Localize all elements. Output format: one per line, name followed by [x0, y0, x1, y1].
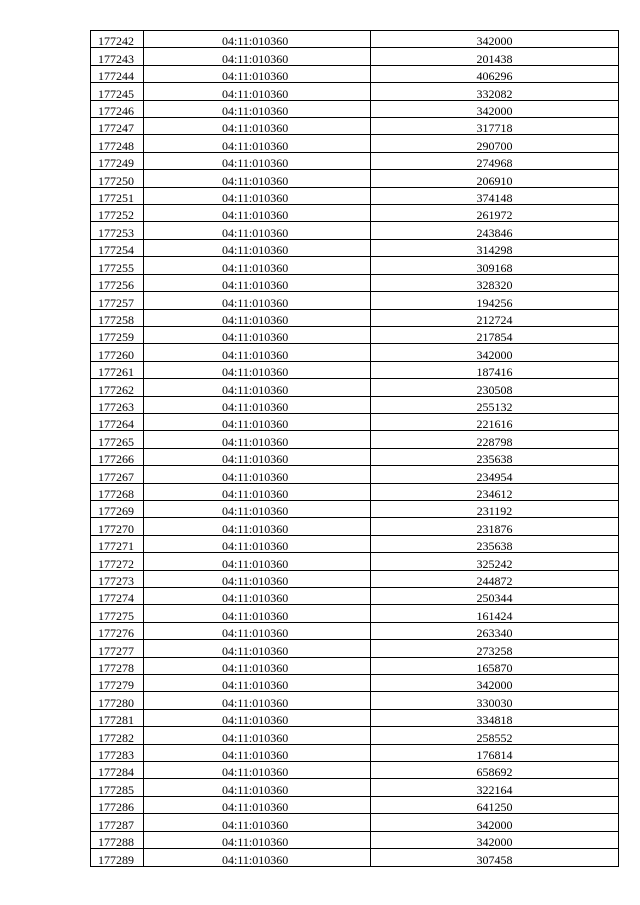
table-row: [91, 100, 619, 117]
code-cell: 04:11:010360: [144, 483, 371, 500]
record-id-cell: 177261: [91, 361, 144, 378]
table-row: [91, 187, 619, 204]
table-row: [91, 396, 619, 413]
code-cell: 04:11:010360: [144, 588, 371, 605]
code-cell: 04:11:010360: [144, 744, 371, 761]
table-row: [91, 83, 619, 100]
table-row: [91, 500, 619, 517]
table-row: [91, 762, 619, 779]
record-id-cell: 177275: [91, 605, 144, 622]
table-row: [91, 152, 619, 169]
code-cell: 04:11:010360: [144, 413, 371, 430]
value-cell: 234954: [371, 466, 619, 483]
value-cell: 263340: [371, 622, 619, 639]
code-cell: 04:11:010360: [144, 500, 371, 517]
record-id-cell: 177263: [91, 396, 144, 413]
record-id-cell: 177272: [91, 553, 144, 570]
value-cell: 342000: [371, 344, 619, 361]
table-row: [91, 483, 619, 500]
value-cell: 250344: [371, 588, 619, 605]
value-cell: 231192: [371, 500, 619, 517]
code-cell: 04:11:010360: [144, 849, 371, 866]
code-cell: 04:11:010360: [144, 431, 371, 448]
table-row: [91, 379, 619, 396]
value-cell: 201438: [371, 48, 619, 65]
value-cell: 374148: [371, 187, 619, 204]
value-cell: 332082: [371, 83, 619, 100]
value-cell: 261972: [371, 205, 619, 222]
record-id-cell: 177253: [91, 222, 144, 239]
code-cell: 04:11:010360: [144, 187, 371, 204]
value-cell: 342000: [371, 831, 619, 848]
table-row: [91, 274, 619, 291]
code-cell: 04:11:010360: [144, 622, 371, 639]
record-id-cell: 177254: [91, 239, 144, 256]
record-id-cell: 177260: [91, 344, 144, 361]
value-cell: 221616: [371, 413, 619, 430]
code-cell: 04:11:010360: [144, 118, 371, 135]
table-row: [91, 622, 619, 639]
code-cell: 04:11:010360: [144, 640, 371, 657]
record-id-cell: 177270: [91, 518, 144, 535]
record-id-cell: 177281: [91, 709, 144, 726]
value-cell: 206910: [371, 170, 619, 187]
record-id-cell: 177277: [91, 640, 144, 657]
value-cell: 641250: [371, 796, 619, 813]
value-cell: 342000: [371, 100, 619, 117]
record-id-cell: 177286: [91, 796, 144, 813]
record-id-cell: 177274: [91, 588, 144, 605]
record-id-cell: 177245: [91, 83, 144, 100]
table-row: [91, 657, 619, 674]
code-cell: 04:11:010360: [144, 727, 371, 744]
code-cell: 04:11:010360: [144, 309, 371, 326]
record-id-cell: 177267: [91, 466, 144, 483]
value-cell: 342000: [371, 814, 619, 831]
value-cell: 231876: [371, 518, 619, 535]
record-id-cell: 177251: [91, 187, 144, 204]
code-cell: 04:11:010360: [144, 135, 371, 152]
table-row: [91, 222, 619, 239]
table-row: [91, 535, 619, 552]
record-id-cell: 177283: [91, 744, 144, 761]
table-row: [91, 344, 619, 361]
table-row: [91, 831, 619, 848]
value-cell: 317718: [371, 118, 619, 135]
record-id-cell: 177258: [91, 309, 144, 326]
value-cell: 322164: [371, 779, 619, 796]
code-cell: 04:11:010360: [144, 152, 371, 169]
table-row: [91, 431, 619, 448]
code-cell: 04:11:010360: [144, 257, 371, 274]
table-row: [91, 292, 619, 309]
table-row: [91, 553, 619, 570]
code-cell: 04:11:010360: [144, 274, 371, 291]
code-cell: 04:11:010360: [144, 553, 371, 570]
record-id-cell: 177244: [91, 65, 144, 82]
record-id-cell: 177264: [91, 413, 144, 430]
record-id-cell: 177278: [91, 657, 144, 674]
table-row: [91, 205, 619, 222]
record-id-cell: 177262: [91, 379, 144, 396]
data-table: [90, 30, 619, 867]
table-row: [91, 570, 619, 587]
value-cell: 194256: [371, 292, 619, 309]
table-row: [91, 309, 619, 326]
table-row: [91, 588, 619, 605]
record-id-cell: 177271: [91, 535, 144, 552]
record-id-cell: 177269: [91, 500, 144, 517]
value-cell: 235638: [371, 535, 619, 552]
record-id-cell: 177249: [91, 152, 144, 169]
code-cell: 04:11:010360: [144, 170, 371, 187]
code-cell: 04:11:010360: [144, 65, 371, 82]
record-id-cell: 177282: [91, 727, 144, 744]
table-row: [91, 675, 619, 692]
table-row: [91, 466, 619, 483]
table-row: [91, 239, 619, 256]
value-cell: 658692: [371, 762, 619, 779]
code-cell: 04:11:010360: [144, 361, 371, 378]
table-row: [91, 326, 619, 343]
table-row: [91, 31, 619, 48]
value-cell: 273258: [371, 640, 619, 657]
code-cell: 04:11:010360: [144, 535, 371, 552]
code-cell: 04:11:010360: [144, 518, 371, 535]
code-cell: 04:11:010360: [144, 605, 371, 622]
record-id-cell: 177279: [91, 675, 144, 692]
record-id-cell: 177243: [91, 48, 144, 65]
table-row: [91, 796, 619, 813]
record-id-cell: 177268: [91, 483, 144, 500]
table-row: [91, 257, 619, 274]
table-row: [91, 744, 619, 761]
record-id-cell: 177247: [91, 118, 144, 135]
value-cell: 228798: [371, 431, 619, 448]
code-cell: 04:11:010360: [144, 448, 371, 465]
record-id-cell: 177284: [91, 762, 144, 779]
value-cell: 334818: [371, 709, 619, 726]
code-cell: 04:11:010360: [144, 48, 371, 65]
record-id-cell: 177276: [91, 622, 144, 639]
value-cell: 187416: [371, 361, 619, 378]
code-cell: 04:11:010360: [144, 831, 371, 848]
code-cell: 04:11:010360: [144, 222, 371, 239]
table-row: [91, 65, 619, 82]
value-cell: 406296: [371, 65, 619, 82]
record-id-cell: 177242: [91, 31, 144, 48]
record-id-cell: 177288: [91, 831, 144, 848]
record-id-cell: 177255: [91, 257, 144, 274]
code-cell: 04:11:010360: [144, 344, 371, 361]
code-cell: 04:11:010360: [144, 239, 371, 256]
code-cell: 04:11:010360: [144, 779, 371, 796]
record-id-cell: 177257: [91, 292, 144, 309]
record-id-cell: 177266: [91, 448, 144, 465]
code-cell: 04:11:010360: [144, 326, 371, 343]
code-cell: 04:11:010360: [144, 675, 371, 692]
record-id-cell: 177265: [91, 431, 144, 448]
value-cell: 328320: [371, 274, 619, 291]
record-id-cell: 177256: [91, 274, 144, 291]
value-cell: 307458: [371, 849, 619, 866]
record-id-cell: 177289: [91, 849, 144, 866]
table-row: [91, 170, 619, 187]
table-row: [91, 118, 619, 135]
code-cell: 04:11:010360: [144, 396, 371, 413]
value-cell: 290700: [371, 135, 619, 152]
code-cell: 04:11:010360: [144, 709, 371, 726]
table-row: [91, 709, 619, 726]
value-cell: 165870: [371, 657, 619, 674]
table-row: [91, 814, 619, 831]
value-cell: 309168: [371, 257, 619, 274]
table-row: [91, 135, 619, 152]
table-row: [91, 605, 619, 622]
record-id-cell: 177273: [91, 570, 144, 587]
record-id-cell: 177248: [91, 135, 144, 152]
value-cell: 243846: [371, 222, 619, 239]
code-cell: 04:11:010360: [144, 796, 371, 813]
code-cell: 04:11:010360: [144, 205, 371, 222]
value-cell: 235638: [371, 448, 619, 465]
record-id-cell: 177250: [91, 170, 144, 187]
code-cell: 04:11:010360: [144, 83, 371, 100]
value-cell: 217854: [371, 326, 619, 343]
code-cell: 04:11:010360: [144, 292, 371, 309]
value-cell: 330030: [371, 692, 619, 709]
value-cell: 255132: [371, 396, 619, 413]
table-row: [91, 849, 619, 866]
table-row: [91, 518, 619, 535]
table-row: [91, 48, 619, 65]
code-cell: 04:11:010360: [144, 692, 371, 709]
value-cell: 244872: [371, 570, 619, 587]
code-cell: 04:11:010360: [144, 762, 371, 779]
table-row: [91, 361, 619, 378]
table-row: [91, 727, 619, 744]
code-cell: 04:11:010360: [144, 657, 371, 674]
record-id-cell: 177259: [91, 326, 144, 343]
value-cell: 230508: [371, 379, 619, 396]
value-cell: 161424: [371, 605, 619, 622]
record-id-cell: 177287: [91, 814, 144, 831]
record-id-cell: 177285: [91, 779, 144, 796]
code-cell: 04:11:010360: [144, 570, 371, 587]
value-cell: 212724: [371, 309, 619, 326]
table-body: [91, 31, 619, 867]
record-id-cell: 177252: [91, 205, 144, 222]
value-cell: 342000: [371, 31, 619, 48]
code-cell: 04:11:010360: [144, 100, 371, 117]
table-row: [91, 413, 619, 430]
table-row: [91, 448, 619, 465]
code-cell: 04:11:010360: [144, 379, 371, 396]
record-id-cell: 177280: [91, 692, 144, 709]
code-cell: 04:11:010360: [144, 466, 371, 483]
value-cell: 314298: [371, 239, 619, 256]
value-cell: 342000: [371, 675, 619, 692]
code-cell: 04:11:010360: [144, 31, 371, 48]
table-row: [91, 640, 619, 657]
value-cell: 325242: [371, 553, 619, 570]
record-id-cell: 177246: [91, 100, 144, 117]
value-cell: 258552: [371, 727, 619, 744]
value-cell: 176814: [371, 744, 619, 761]
table-row: [91, 692, 619, 709]
table-row: [91, 779, 619, 796]
code-cell: 04:11:010360: [144, 814, 371, 831]
value-cell: 274968: [371, 152, 619, 169]
value-cell: 234612: [371, 483, 619, 500]
